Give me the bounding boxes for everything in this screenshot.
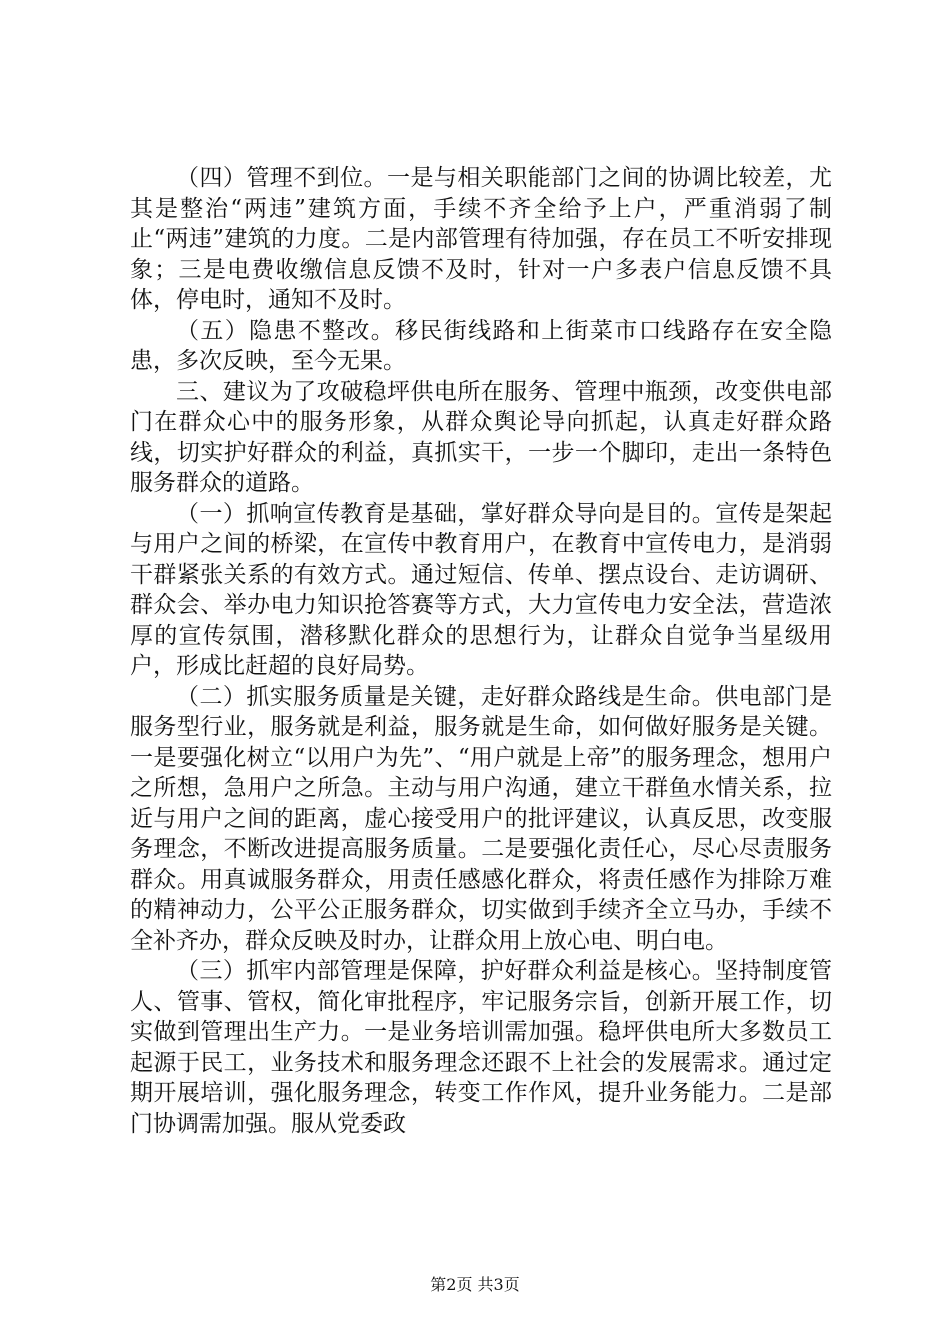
page-number-footer: 第2页 共3页 — [430, 1275, 520, 1294]
paragraph-suggestions: 三、建议为了攻破稳坪供电所在服务、管理中瓶颈，改变供电部门在群众心中的服务形象，从群众舆论导向抓起，认真走好群众路线，切实护好群众的利益，真抓实干，一步一个脚印，走出一条特色服务群众的道路。 — [130, 378, 832, 496]
paragraph-hazards: （五）隐患不整改。移民街线路和上街菜市口线路存在安全隐患，多次反映，至今无果。 — [130, 317, 832, 374]
paragraph-internal-management: （三）抓牢内部管理是保障，护好群众利益是核心。坚持制度管人、管事、管权，简化审批程序，牢记服务宗旨，创新开展工作，切实做到管理出生产力。一是业务培训需加强。稳坪供电所大多数员工起源于民工，业务技术和服务理念还跟不上社会的发展需求。通过定期开展培训，强化服务理念，转变工作作风，提升业务能力。二是部门协调需加强。服从党委政 — [130, 958, 832, 1137]
document-body — [130, 163, 832, 1139]
paragraph-management: （四）管理不到位。一是与相关职能部门之间的协调比较差，尤其是整治“两违”建筑方面，手续不齐全给予上户，严重消弱了制止“两违”建筑的力度。二是内部管理有待加强，存在员工不听安排现象；三是电费收缴信息反馈不及时，针对一户多表户信息反馈不具体，停电时，通知不及时。 — [130, 165, 832, 313]
paragraph-publicity: （一）抓响宣传教育是基础，掌好群众导向是目的。宣传是架起与用户之间的桥梁，在宣传中教育用户，在教育中宣传电力，是消弱干群紧张关系的有效方式。通过短信、传单、摆点设台、走访调研、群众会、举办电力知识抢答赛等方式，大力宣传电力安全法，营造浓厚的宣传氛围，潜移默化群众的思想行为，让群众自觉争当星级用户，形成比赶超的良好局势。 — [130, 500, 832, 679]
paragraph-service-quality: （二）抓实服务质量是关键，走好群众路线是生命。供电部门是服务型行业，服务就是利益，服务就是生命，如何做好服务是关键。一是要强化树立“以用户为先”、“用户就是上帝”的服务理念，想用户之所想，急用户之所急。主动与用户沟通，建立干群鱼水情关系，拉近与用户之间的距离，虚心接受用户的批评建议，认真反思，改变服务理念，不断改进提高服务质量。二是要强化责任心，尽心尽责服务群众。用真诚服务群众，用责任感感化群众，将责任感作为排除万难的精神动力，公平公正服务群众，切实做到手续齐全立马办，手续不全补齐办，群众反映及时办，让群众用上放心电、明白电。 — [130, 683, 832, 954]
